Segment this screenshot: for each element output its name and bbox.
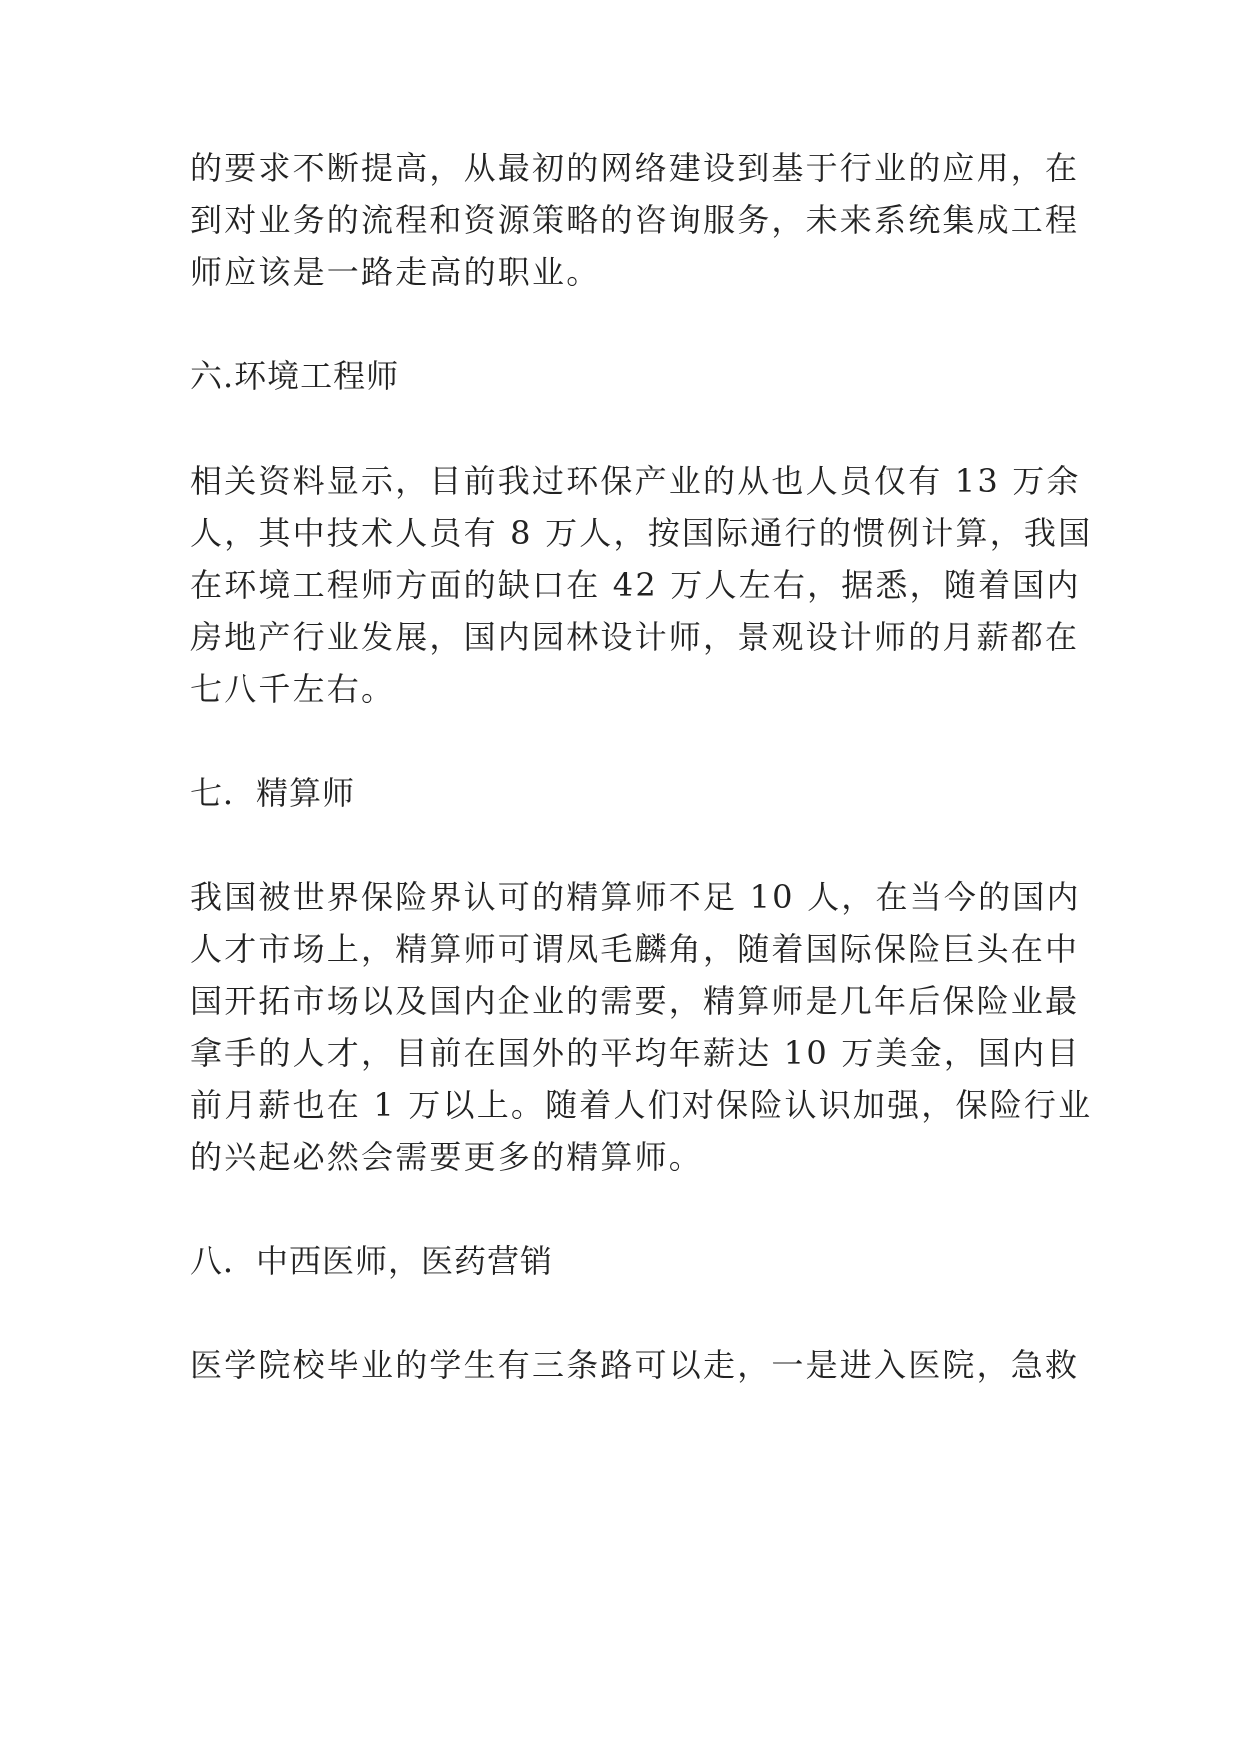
- section-heading: 八．中西医师，医药营销: [190, 1242, 554, 1280]
- paragraph-line: 到对业务的流程和资源策略的咨询服务，未来系统集成工程: [190, 201, 1080, 239]
- paragraph-line: 房地产行业发展，国内园林设计师，景观设计师的月薪都在: [190, 618, 1080, 656]
- paragraph-line: 拿手的人才，目前在国外的平均年薪达 10 万美金，国内目: [190, 1034, 1081, 1072]
- paragraph-line: 的兴起必然会需要更多的精算师。: [190, 1138, 704, 1176]
- section-heading: 六.环境工程师: [190, 357, 400, 395]
- paragraph-line: 我国被世界保险界认可的精算师不足 10 人，在当今的国内: [190, 878, 1081, 916]
- paragraph-line: 的要求不断提高，从最初的网络建设到基于行业的应用，在: [190, 149, 1080, 187]
- paragraph-line: 前月薪也在 1 万以上。随着人们对保险认识加强，保险行业: [190, 1086, 1093, 1124]
- paragraph-line: 师应该是一路走高的职业。: [190, 253, 601, 291]
- paragraph-line: 医学院校毕业的学生有三条路可以走，一是进入医院，急救: [190, 1346, 1080, 1384]
- paragraph-line: 国开拓市场以及国内企业的需要，精算师是几年后保险业最: [190, 982, 1080, 1020]
- paragraph-line: 在环境工程师方面的缺口在 42 万人左右，据悉，随着国内: [190, 566, 1081, 604]
- paragraph-line: 人，其中技术人员有 8 万人，按国际通行的惯例计算，我国: [190, 514, 1093, 552]
- paragraph-line: 七八千左右。: [190, 670, 396, 708]
- section-heading: 七．精算师: [190, 774, 356, 812]
- paragraph-line: 相关资料显示，目前我过环保产业的从也人员仅有 13 万余: [190, 462, 1081, 500]
- paragraph-line: 人才市场上，精算师可谓凤毛麟角，随着国际保险巨头在中: [190, 930, 1080, 968]
